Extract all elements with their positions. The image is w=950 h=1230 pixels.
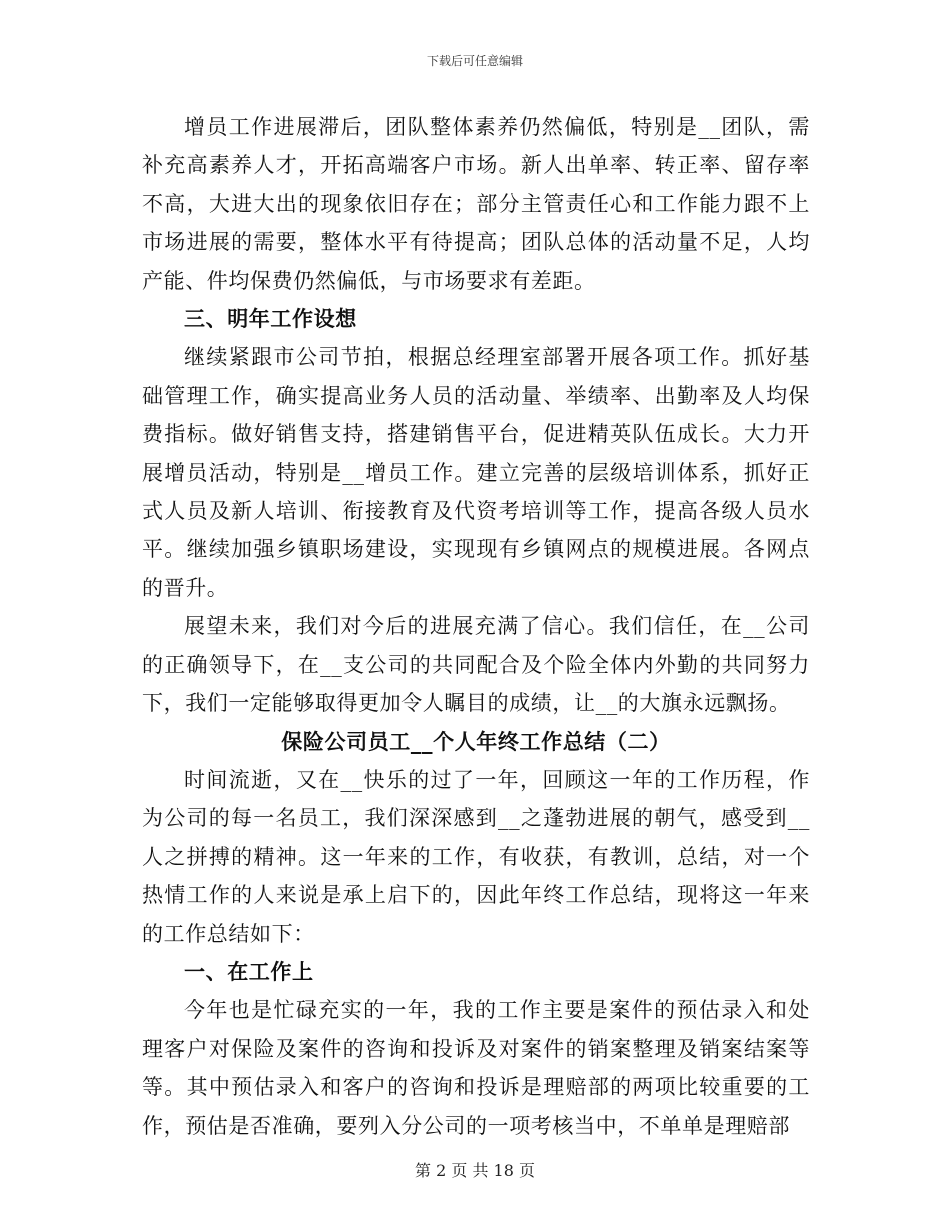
page-number: 第 2 页 共 18 页 <box>415 1161 535 1180</box>
paragraph: 时间流逝，又在__快乐的过了一年，回顾这一年的工作历程，作为公司的每一名员工，我们深深感到__之蓬勃进展的朝气，感受到__人之拼搏的精神。这一年来的工作，有收获，有教训，总结，对一个热情工作的人来说是承上启下的，因此年终工作总结，现将这一年来的工作总结如下： <box>142 767 810 946</box>
document-body <box>142 108 810 1145</box>
page-header: 下载后可任意编辑 <box>426 54 523 68</box>
paragraph: 继续紧跟市公司节拍，根据总经理室部署开展各项工作。抓好基础管理工作，确实提高业务人员的活动量、举绩率、出勤率及人均保费指标。做好销售支持，搭建销售平台，促进精英队伍成长。大力开展增员活动，特别是__增员工作。建立完善的层级培训体系，抓好正式人员及新人培训、衔接教育及代资考培训等工作，提高各级人员水平。继续加强乡镇职场建设，实现现有乡镇网点的规模进展。各网点的晋升。 <box>142 345 810 600</box>
document-title: 保险公司员工__个人年终工作总结（二） <box>281 728 671 754</box>
paragraph: 增员工作进展滞后，团队整体素养仍然偏低，特别是__团队，需补充高素养人才，开拓高端客户市场。新人出单率、转正率、留存率不高，大进大出的现象依旧存在；部分主管责任心和工作能力跟不上市场进展的需要，整体水平有待提高；团队总体的活动量不足，人均产能、件均保费仍然偏低，与市场要求有差距。 <box>142 115 810 293</box>
paragraph: 展望未来，我们对今后的进展充满了信心。我们信任，在__公司的正确领导下，在__支公司的共同配合及个险全体内外勤的共同努力下，我们一定能够取得更加令人瞩目的成绩，让__的大旗永远飘扬。 <box>142 614 810 716</box>
section-heading: 一、在工作上 <box>184 958 314 984</box>
section-heading: 三、明年工作设想 <box>184 306 357 332</box>
paragraph: 今年也是忙碌充实的一年，我的工作主要是案件的预估录入和处理客户对保险及案件的咨询和投诉及对案件的销案整理及销案结案等等。其中预估录入和客户的咨询和投诉是理赔部的两项比较重要的工作，预估是否准确，要列入分公司的一项考核当中，不单单是理赔部 <box>142 998 810 1138</box>
